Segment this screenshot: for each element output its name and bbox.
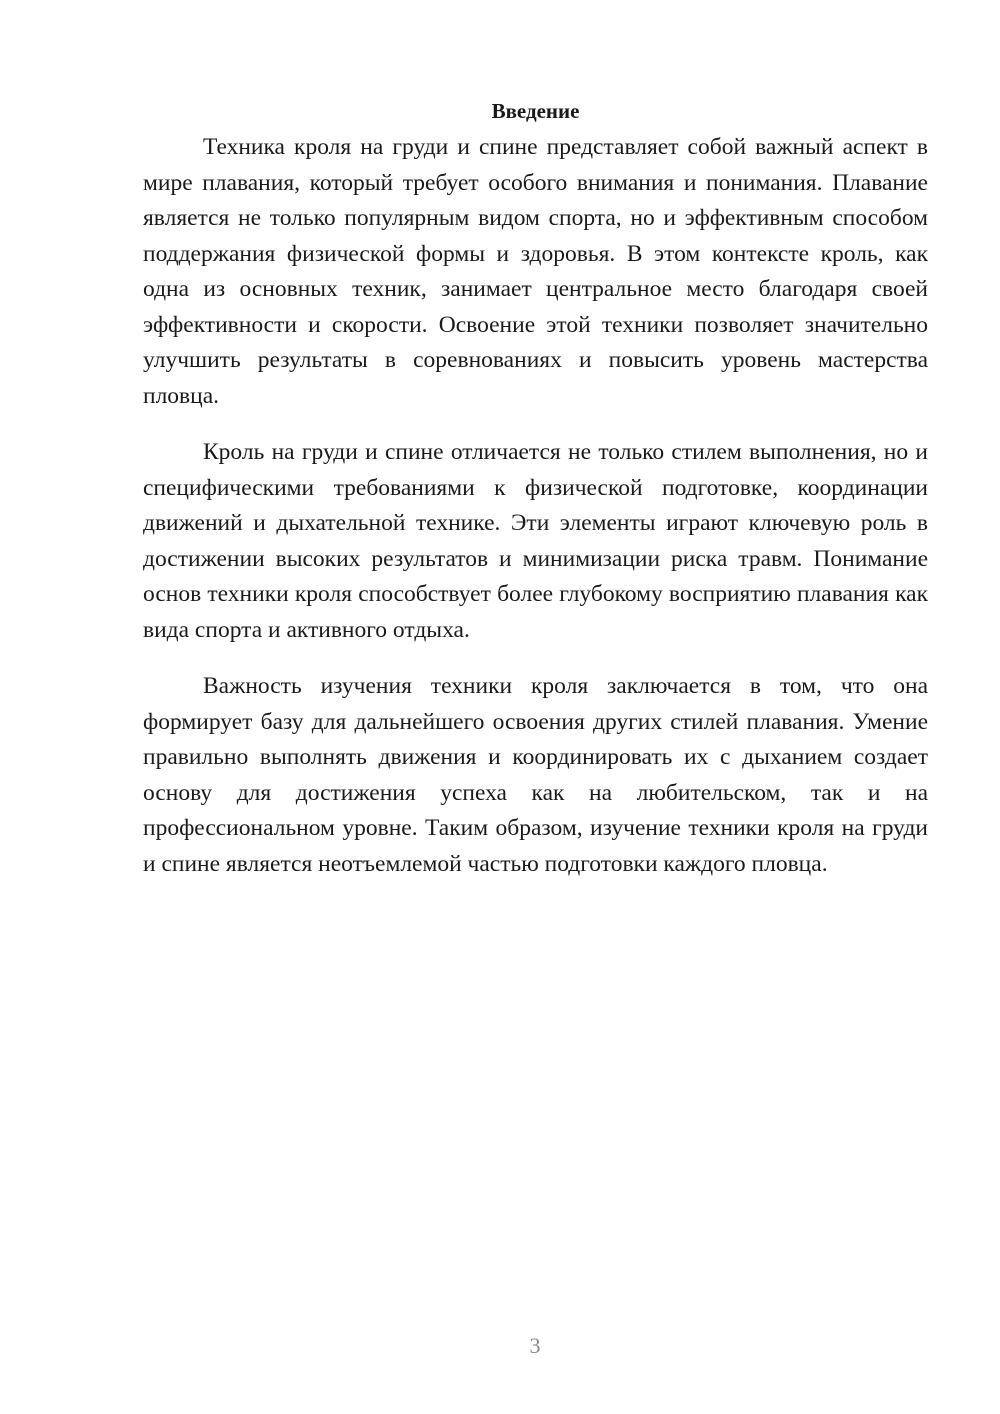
paragraph-3: Важность изучения техники кроля заключается в том, что она формирует базу для дальнейшего освоения других стилей плавания. Умение правильно выполнять движения и координировать их с дыханием создает основу для достижения успеха как на любительском, так и на профессиональном уровне. Таким образом, изучение техники кроля на груди и спине является неотъемлемой частью подготовки каждого пловца.	[143, 673, 928, 877]
paragraph-2: Кроль на груди и спине отличается не только стилем выполнения, но и специфическими требованиями к физической подготовке, координации движений и дыхательной технике. Эти элементы играют ключевую роль в достижении высоких результатов и минимизации риска травм. Понимание основ техники кроля способствует более глубокому восприятию плавания как вида спорта и активного отдыха.	[143, 439, 928, 643]
paragraph-1: Техника кроля на груди и спине представляет собой важный аспект в мире плавания, который требует особого внимания и понимания. Плавание является не только популярным видом спорта, но и эффективным способом поддержания физической формы и здоровья. В этом контексте кроль, как одна из основных техник, занимает центральное место благодаря своей эффективности и скорости. Освоение этой техники позволяет значительно улучшить результаты в соревнованиях и повысить уровень мастерства пловца.	[143, 134, 928, 409]
section-title: Введение	[491, 99, 580, 123]
document-body	[143, 96, 928, 903]
page-number: 3	[529, 1333, 541, 1358]
